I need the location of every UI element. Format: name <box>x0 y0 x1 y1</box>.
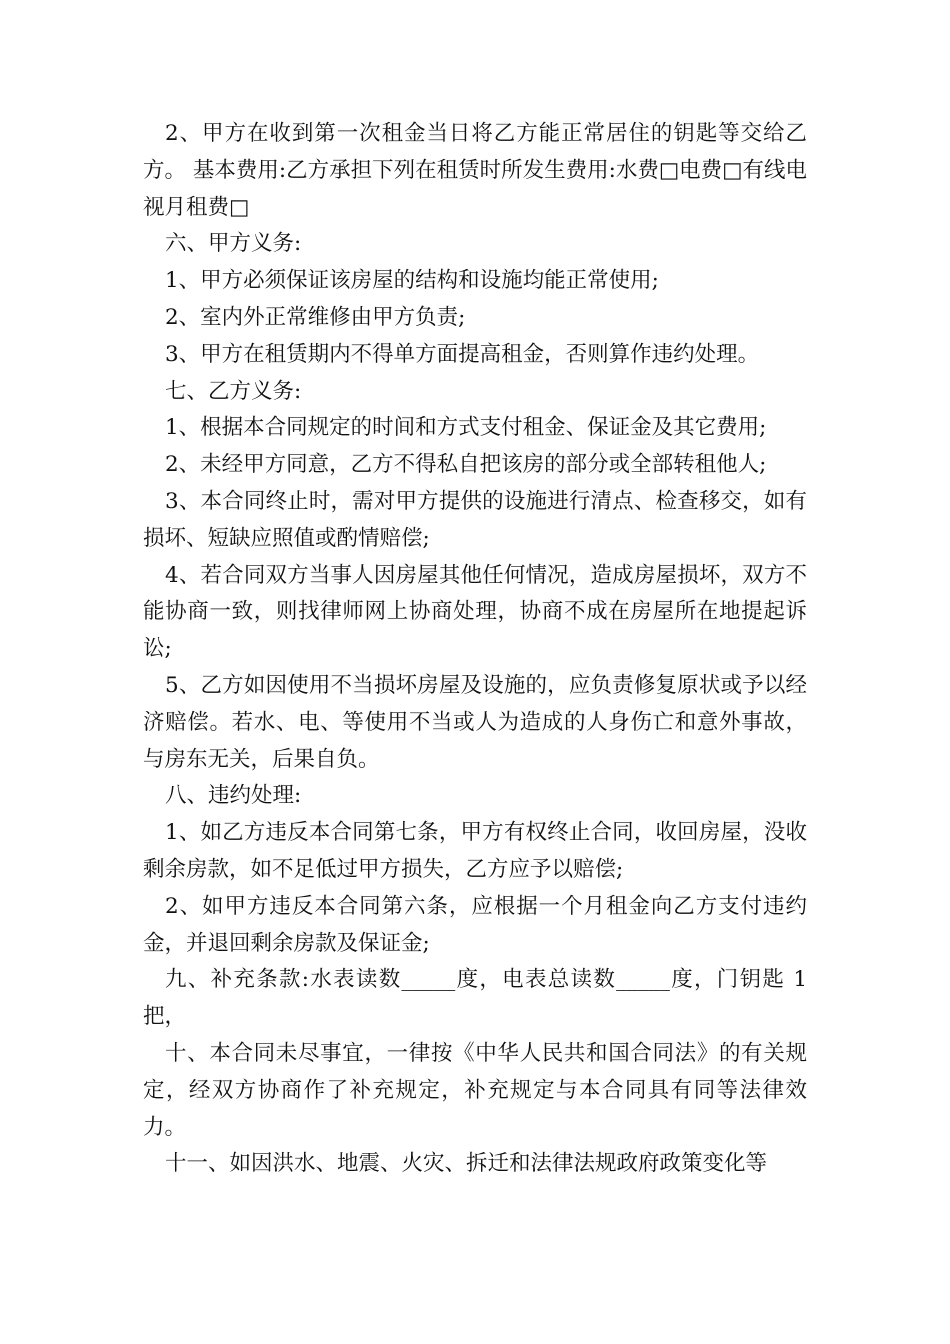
paragraph-landlord-duty-2: 2、室内外正常维修由甲方负责; <box>165 304 466 330</box>
paragraph-tenant-duty-1: 1、根据本合同规定的时间和方式支付租金、保证金及其它费用; <box>165 415 767 441</box>
paragraph-unresolved-matters: 十、本合同未尽事宜，一律按《中华人民共和国合同法》的有关规定，经双方协商作了补充规定，补充规定与本合同具有同等法律效力。 <box>143 1040 807 1140</box>
paragraph-breach-1: 1、如乙方违反本合同第七条，甲方有权终止合同，收回房屋，没收剩余房款，如不足低过甲方损失，乙方应予以赔偿; <box>143 820 807 882</box>
section-heading-tenant-duties: 七、乙方义务: <box>165 378 302 404</box>
paragraph-force-majeure: 十一、如因洪水、地震、火灾、拆迁和法律法规政府政策变化等 <box>165 1151 768 1177</box>
section-heading-landlord-duties: 六、甲方义务: <box>165 231 302 257</box>
paragraph-supplementary-terms: 九、补充条款:水表读数_____度，电表总读数_____度，门钥匙 1 把， <box>143 967 807 1030</box>
document-body <box>143 116 807 1183</box>
paragraph-tenant-duty-3: 3、本合同终止时，需对甲方提供的设施进行清点、检查移交，如有损坏、短缺应照值或酌情赔偿; <box>143 488 807 551</box>
paragraph-tenant-duty-5: 5、乙方如因使用不当损坏房屋及设施的，应负责修复原状或予以经济赔偿。若水、电、等使用不当或人为造成的人身伤亡和意外事故，与房东无关，后果自负。 <box>143 672 807 772</box>
paragraph-tenant-duty-4: 4、若合同双方当事人因房屋其他任何情况，造成房屋损坏，双方不能协商一致，则找律师网上协商处理，协商不成在房屋所在地提起诉讼; <box>143 562 807 662</box>
paragraph-landlord-duty-1: 1、甲方必须保证该房屋的结构和设施均能正常使用; <box>165 268 659 294</box>
section-heading-breach: 八、违约处理: <box>165 783 302 809</box>
paragraph-key-handover: 2、甲方在收到第一次租金当日将乙方能正常居住的钥匙等交给乙方。 基本费用:乙方承担下列在租赁时所发生费用:水费□电费□有线电视月租费□ <box>143 121 807 220</box>
paragraph-breach-2: 2、如甲方违反本合同第六条，应根据一个月租金向乙方支付违约金，并退回剩余房款及保证金; <box>143 893 807 956</box>
paragraph-tenant-duty-2: 2、未经甲方同意，乙方不得私自把该房的部分或全部转租他人; <box>165 452 767 478</box>
paragraph-landlord-duty-3: 3、甲方在租赁期内不得单方面提高租金，否则算作违约处理。 <box>165 341 760 367</box>
